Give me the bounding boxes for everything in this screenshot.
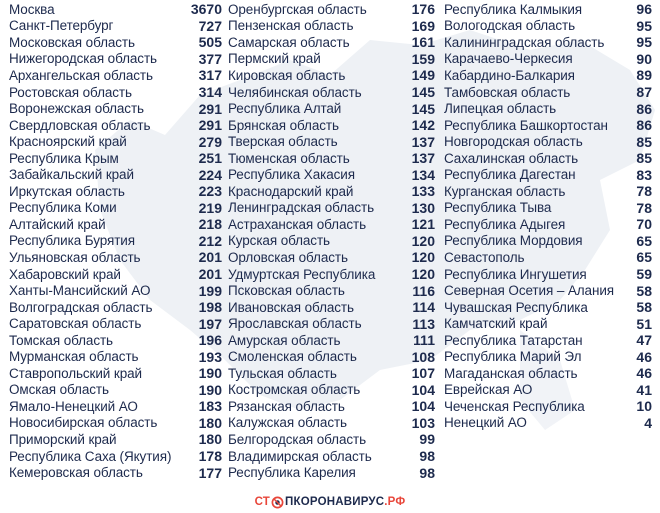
region-row	[228, 415, 435, 432]
region-row	[9, 100, 222, 117]
region-name: Еврейская АО	[444, 382, 533, 398]
case-count: 197	[198, 315, 222, 332]
region-name: Республика Хакасия	[228, 167, 355, 183]
region-row	[228, 282, 435, 299]
region-name: Республика Калмыкия	[444, 1, 582, 17]
case-count: 120	[411, 232, 435, 249]
region-name: Смоленская область	[228, 349, 357, 365]
region-name: Республика Татарстан	[444, 332, 583, 348]
case-count: 116	[412, 282, 435, 299]
case-count: 279	[198, 133, 222, 150]
region-name: Республика Дагестан	[444, 167, 576, 183]
region-row	[444, 133, 652, 150]
region-name: Республика Крым	[9, 150, 119, 166]
region-name: Воронежская область	[9, 101, 144, 117]
case-count: 201	[198, 249, 222, 266]
case-count: 65	[636, 232, 652, 249]
region-name: Тамбовская область	[444, 84, 571, 100]
case-count: 46	[636, 365, 652, 382]
region-name: Новосибирская область	[9, 415, 158, 431]
region-name: Ивановская область	[228, 299, 354, 315]
region-name: Нижегородская область	[9, 51, 157, 67]
region-row	[228, 67, 435, 84]
region-row	[9, 299, 222, 316]
region-name: Самарская область	[228, 34, 350, 50]
case-count: 190	[198, 381, 222, 398]
case-count: 96	[636, 1, 652, 18]
case-count: 134	[411, 166, 435, 183]
case-count: 3670	[190, 1, 222, 18]
region-row	[444, 100, 652, 117]
region-row	[228, 166, 435, 183]
case-count: 145	[411, 100, 435, 117]
case-count: 145	[411, 84, 435, 100]
case-count: 85	[636, 133, 652, 150]
case-count: 251	[198, 150, 222, 167]
region-row	[444, 398, 652, 415]
region-name: Республика Мордовия	[444, 233, 583, 249]
region-row	[9, 84, 222, 101]
region-row	[444, 67, 652, 84]
region-row	[228, 18, 435, 35]
case-count: 120	[411, 266, 435, 283]
region-row	[444, 365, 652, 382]
region-name: Амурская область	[228, 332, 341, 348]
region-name: Курская область	[228, 233, 330, 249]
region-name: Калининградская область	[444, 34, 605, 50]
region-name: Республика Тыва	[444, 200, 552, 216]
region-row	[444, 166, 652, 183]
region-row	[9, 34, 222, 51]
region-row	[444, 84, 652, 101]
region-name: Санкт-Петербург	[9, 18, 114, 34]
case-count: 87	[636, 84, 652, 100]
region-row	[444, 233, 652, 250]
region-row	[228, 150, 435, 167]
case-count: 212	[198, 232, 222, 249]
region-row	[228, 1, 435, 18]
case-count: 51	[636, 315, 652, 332]
region-row	[444, 183, 652, 200]
case-count: 95	[636, 17, 652, 34]
region-name: Ненецкий АО	[444, 415, 527, 431]
region-row	[444, 282, 652, 299]
region-row	[228, 51, 435, 68]
case-count: 58	[636, 282, 652, 299]
case-count: 180	[198, 431, 222, 448]
region-row	[444, 200, 652, 217]
case-count: 193	[198, 348, 222, 365]
region-row	[9, 464, 222, 481]
region-row	[228, 100, 435, 117]
case-count: 727	[198, 17, 222, 34]
case-count: 104	[411, 398, 435, 415]
region-name: Республика Адыгея	[444, 216, 566, 232]
case-count: 291	[198, 117, 222, 134]
region-row	[444, 415, 652, 432]
region-name: Забайкальский край	[9, 167, 134, 183]
case-count: 201	[198, 266, 222, 283]
region-row	[228, 382, 435, 399]
case-count: 223	[198, 183, 222, 200]
region-name: Новгородская область	[444, 134, 583, 150]
case-count: 137	[411, 150, 435, 167]
case-count: 47	[636, 332, 652, 349]
region-row	[444, 382, 652, 399]
case-count: 219	[198, 199, 222, 216]
region-name: Свердловская область	[9, 117, 151, 133]
region-name: Сахалинская область	[444, 150, 578, 166]
region-row	[9, 18, 222, 35]
case-count: 83	[636, 166, 652, 183]
case-count: 317	[198, 67, 222, 84]
region-name: Рязанская область	[228, 398, 345, 414]
region-row	[228, 464, 435, 481]
region-name: Севастополь	[444, 249, 525, 265]
region-name: Северная Осетия – Алания	[444, 283, 614, 299]
case-count: 78	[636, 199, 652, 216]
case-count: 86	[636, 100, 652, 117]
region-row	[9, 117, 222, 134]
region-row	[9, 183, 222, 200]
region-row	[444, 249, 652, 266]
region-row	[9, 67, 222, 84]
case-count: 142	[411, 117, 435, 134]
region-name: Белгородская область	[228, 431, 367, 447]
region-row	[9, 382, 222, 399]
case-count: 103	[411, 414, 435, 431]
case-count: 224	[198, 166, 222, 183]
region-row	[228, 332, 435, 349]
region-name: Удмуртская Республика	[228, 266, 376, 282]
case-count: 196	[198, 332, 222, 349]
region-name: Владимирская область	[228, 448, 372, 464]
region-name: Республика Алтай	[228, 101, 342, 117]
region-name: Чувашская Республика	[444, 299, 588, 315]
case-count: 46	[636, 348, 652, 365]
case-count: 218	[198, 216, 222, 233]
case-count: 190	[198, 365, 222, 382]
case-count: 133	[411, 183, 435, 200]
region-row	[228, 315, 435, 332]
region-name: Ульяновская область	[9, 249, 141, 265]
region-row	[228, 117, 435, 134]
region-row	[444, 348, 652, 365]
logo-text-part-3: .РФ	[384, 496, 406, 508]
case-count: 111	[413, 332, 435, 349]
region-row	[228, 84, 435, 101]
region-row	[9, 415, 222, 432]
region-row	[228, 233, 435, 250]
region-row	[228, 133, 435, 150]
case-count: 198	[198, 299, 222, 316]
region-name: Орловская область	[228, 249, 348, 265]
region-name: Красноярский край	[9, 134, 127, 150]
case-count: 107	[411, 365, 435, 382]
case-count: 159	[411, 50, 435, 67]
region-name: Республика Карелия	[228, 465, 356, 481]
region-name: Магаданская область	[444, 365, 578, 381]
region-name: Ленинградская область	[228, 200, 375, 216]
region-name: Республика Бурятия	[9, 233, 135, 249]
region-row	[9, 282, 222, 299]
case-count: 161	[411, 34, 435, 51]
region-row	[9, 365, 222, 382]
region-row	[444, 117, 652, 134]
case-count: 85	[636, 150, 652, 167]
case-count: 113	[412, 315, 435, 332]
region-row	[444, 1, 652, 18]
region-row	[444, 315, 652, 332]
region-name: Архангельская область	[9, 67, 153, 83]
logo-text-part-1: СТ	[254, 496, 271, 508]
case-count: 149	[411, 67, 435, 84]
region-name: Пензенская область	[228, 18, 354, 34]
case-count: 41	[636, 381, 652, 398]
case-count: 120	[411, 249, 435, 266]
region-name: Тульская область	[228, 365, 337, 381]
virus-stop-icon	[271, 496, 284, 509]
region-name: Республика Саха (Якутия)	[9, 448, 172, 464]
region-name: Мурманская область	[9, 349, 139, 365]
region-row	[9, 200, 222, 217]
region-row	[444, 18, 652, 35]
case-count: 180	[198, 414, 222, 431]
region-name: Республика Марий Эл	[444, 349, 582, 365]
region-name: Кемеровская область	[9, 465, 143, 481]
case-count: 121	[411, 216, 435, 233]
logo-text-part-2: ПКОРОНАВИРУС	[285, 496, 385, 508]
region-row	[9, 348, 222, 365]
region-row	[444, 150, 652, 167]
region-name: Пермский край	[228, 51, 321, 67]
case-count: 89	[636, 67, 652, 84]
region-name: Оренбургская область	[228, 1, 367, 17]
region-row	[228, 216, 435, 233]
region-row	[444, 51, 652, 68]
column-1	[9, 1, 222, 481]
case-count: 169	[411, 17, 435, 34]
case-count: 65	[636, 249, 652, 266]
region-name: Омская область	[9, 382, 109, 398]
region-row	[9, 233, 222, 250]
region-row	[9, 332, 222, 349]
region-name: Москва	[9, 1, 55, 17]
region-name: Московская область	[9, 34, 135, 50]
region-name: Волгоградская область	[9, 299, 153, 315]
region-row	[444, 34, 652, 51]
region-row	[9, 51, 222, 68]
region-row	[228, 398, 435, 415]
region-name: Республика Башкортостан	[444, 117, 608, 133]
case-count: 104	[411, 381, 435, 398]
footer-logo	[0, 491, 660, 513]
region-name: Челябинская область	[228, 84, 362, 100]
region-row	[228, 266, 435, 283]
case-count: 59	[636, 266, 652, 283]
region-name: Ханты-Мансийский АО	[9, 283, 151, 299]
region-name: Томская область	[9, 332, 113, 348]
region-row	[444, 216, 652, 233]
region-name: Иркутская область	[9, 183, 125, 199]
case-count: 10	[636, 398, 652, 415]
region-name: Республика Ингушетия	[444, 266, 587, 282]
region-name: Ростовская область	[9, 84, 132, 100]
region-row	[9, 150, 222, 167]
region-name: Приморский край	[9, 431, 117, 447]
region-row	[444, 266, 652, 283]
region-row	[228, 34, 435, 51]
case-count: 98	[419, 464, 435, 481]
region-row	[228, 348, 435, 365]
case-count: 183	[198, 398, 222, 415]
region-name: Костромская область	[228, 382, 361, 398]
region-name: Карачаево-Черкесия	[444, 51, 573, 67]
case-count: 99	[419, 431, 435, 448]
case-count: 4	[644, 414, 652, 431]
region-name: Кабардино-Балкария	[444, 67, 575, 83]
case-count: 90	[636, 50, 652, 67]
case-count: 137	[411, 133, 435, 150]
region-row	[228, 299, 435, 316]
region-name: Калужская область	[228, 415, 347, 431]
region-name: Камчатский край	[444, 316, 548, 332]
case-count: 98	[419, 448, 435, 465]
region-row	[228, 183, 435, 200]
region-name: Вологодская область	[444, 18, 576, 34]
region-row	[9, 448, 222, 465]
region-row	[228, 200, 435, 217]
region-name: Липецкая область	[444, 101, 557, 117]
region-row	[9, 1, 222, 18]
region-row	[228, 431, 435, 448]
region-name: Ямало-Ненецкий АО	[9, 398, 138, 414]
region-name: Тверская область	[228, 134, 338, 150]
region-row	[9, 266, 222, 283]
case-count: 58	[636, 299, 652, 316]
region-name: Курганская область	[444, 183, 566, 199]
region-name: Астраханская область	[228, 216, 367, 232]
region-name: Краснодарский край	[228, 183, 354, 199]
case-count: 505	[198, 34, 222, 51]
region-name: Чеченская Республика	[444, 398, 585, 414]
region-row	[9, 398, 222, 415]
case-count: 377	[198, 50, 222, 67]
region-row	[9, 431, 222, 448]
case-count: 177	[198, 464, 222, 481]
column-2	[228, 1, 435, 481]
region-row	[9, 133, 222, 150]
region-name: Саратовская область	[9, 316, 142, 332]
region-name: Псковская область	[228, 283, 345, 299]
case-count: 291	[198, 100, 222, 117]
region-row	[228, 448, 435, 465]
region-row	[444, 299, 652, 316]
region-name: Кировская область	[228, 67, 346, 83]
region-row	[9, 166, 222, 183]
case-count: 78	[636, 183, 652, 200]
case-count: 108	[411, 348, 435, 365]
case-count: 114	[412, 299, 435, 316]
case-count: 130	[411, 199, 435, 216]
region-row	[9, 216, 222, 233]
case-count: 314	[198, 84, 222, 100]
region-name: Тюменская область	[228, 150, 350, 166]
region-name: Алтайский край	[9, 216, 106, 232]
case-count: 178	[198, 448, 222, 465]
region-row	[9, 249, 222, 266]
column-3	[444, 1, 652, 431]
region-name: Хабаровский край	[9, 266, 121, 282]
region-row	[228, 249, 435, 266]
case-count: 70	[636, 216, 652, 233]
region-row	[9, 315, 222, 332]
case-count: 176	[411, 1, 435, 18]
region-name: Брянская область	[228, 117, 339, 133]
case-count: 199	[198, 282, 222, 299]
case-count: 86	[636, 117, 652, 134]
region-row	[444, 332, 652, 349]
case-count: 95	[636, 34, 652, 51]
region-row	[228, 365, 435, 382]
region-name: Республика Коми	[9, 200, 117, 216]
region-name: Ставропольский край	[9, 365, 142, 381]
region-name: Ярославская область	[228, 316, 362, 332]
